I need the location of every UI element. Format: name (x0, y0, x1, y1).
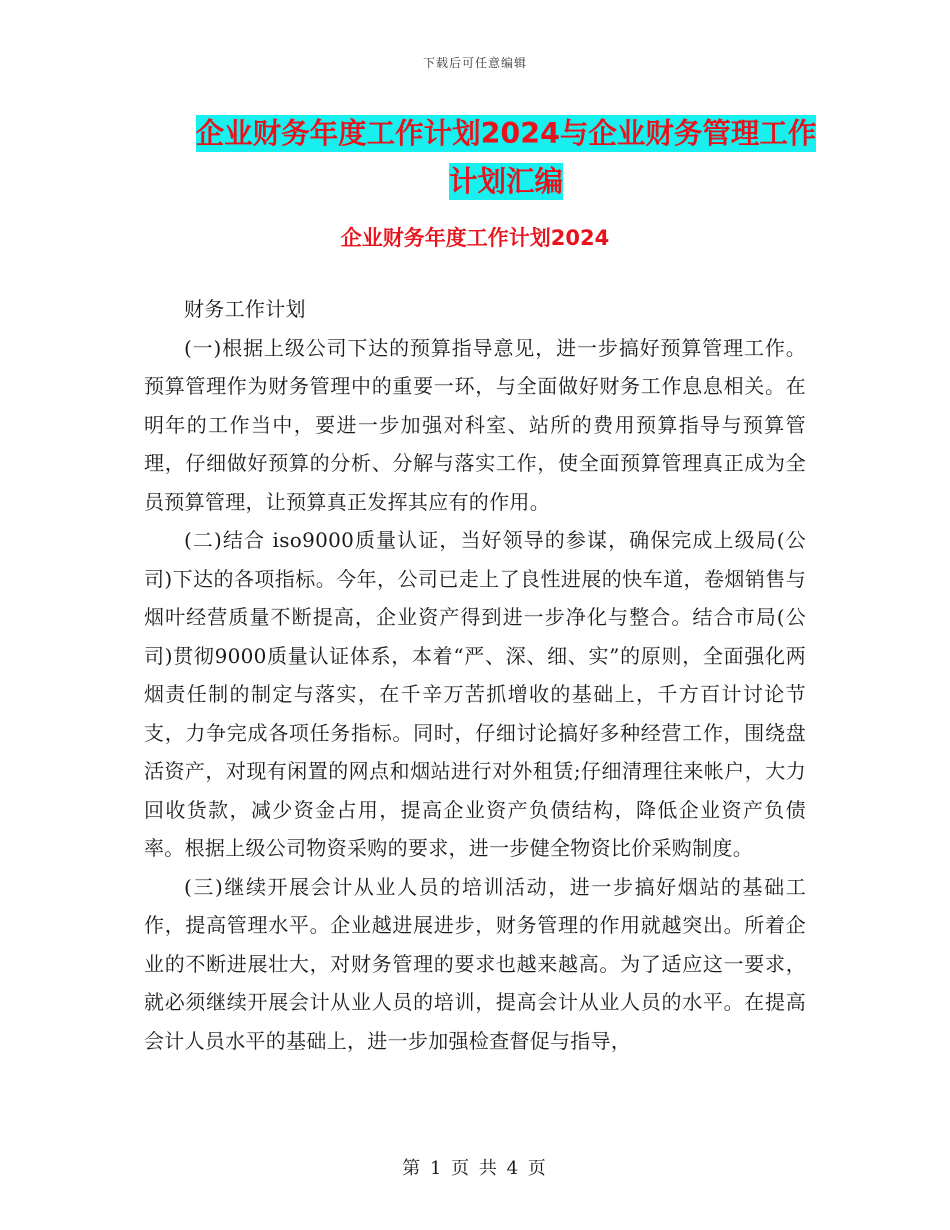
paragraph: (三)继续开展会计从业人员的培训活动，进一步搞好烟站的基础工作，提高管理水平。企业越进展进步，财务管理的作用就越突出。所着企业的不断进展壮大，对财务管理的要求也越来越高。为了适应这一要求，就必须继续开展会计从业人员的培训，提高会计从业人员的水平。在提高会计人员水平的基础上，进一步加强检查督促与指导， (144, 874, 806, 1053)
document-title-text: 企业财务年度工作计划2024与企业财务管理工作计划汇编 (195, 117, 817, 198)
document-body (144, 290, 806, 1060)
paragraph: (二)结合 iso9000质量认证，当好领导的参谋，确保完成上级局(公司)下达的各项指标。今年，公司已走上了良性进展的快车道，卷烟销售与烟叶经营质量不断提高，企业资产得到进一步净化与整合。结合市局(公司)贯彻9000质量认证体系，本着“严、深、细、实”的原则，全面强化两烟责任制的制定与落实，在千辛万苦抓增收的基础上，千方百计讨论节支，力争完成各项任务指标。同时，仔细讨论搞好多种经营工作，围绕盘活资产，对现有闲置的网点和烟站进行对外租赁;仔细清理往来帐户，大力回收货款，减少资金占用，提高企业资产负债结构，降低企业资产负债率。根据上级公司物资采购的要求，进一步健全物资比价采购制度。 (144, 528, 806, 860)
header-note: 下载后可任意编辑 (422, 56, 527, 70)
paragraph-heading: 财务工作计划 (184, 297, 306, 321)
section-title: 企业财务年度工作计划2024 (340, 226, 610, 250)
document-title (186, 110, 826, 206)
page-number: 第 1 页 共 4 页 (402, 1158, 548, 1179)
paragraph: (一)根据上级公司下达的预算指导意见，进一步搞好预算管理工作。预算管理作为财务管理中的重要一环，与全面做好财务工作息息相关。在明年的工作当中，要进一步加强对科室、站所的费用预算指导与预算管理，仔细做好预算的分析、分解与落实工作，使全面预算管理真正成为全员预算管理，让预算真正发挥其应有的作用。 (144, 335, 806, 514)
